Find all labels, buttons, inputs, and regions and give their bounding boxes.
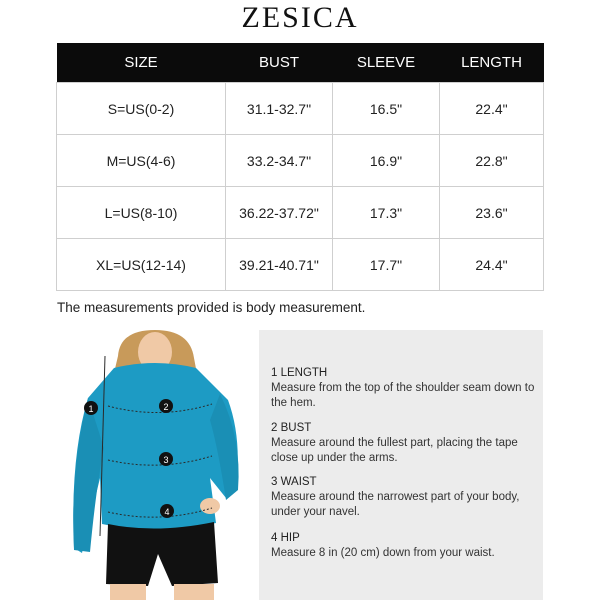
- measurement-note: The measurements provided is body measurement.: [57, 300, 366, 315]
- table-cell: 31.1-32.7": [226, 83, 333, 135]
- svg-text:1: 1: [88, 404, 94, 414]
- shorts-shape: [106, 522, 218, 586]
- table-cell: 22.4": [440, 83, 544, 135]
- marker-1: [84, 401, 98, 415]
- svg-text:4: 4: [164, 507, 170, 517]
- guide-item-waist: [271, 475, 536, 520]
- table-row: [57, 239, 544, 291]
- table-cell: L=US(8-10): [57, 187, 226, 239]
- leg-shape: [110, 584, 146, 600]
- model-illustration: [60, 328, 250, 600]
- svg-text:2: 2: [163, 402, 169, 412]
- guide-text: Measure 8 in (20 cm) down from your waist.: [271, 547, 495, 559]
- table-cell: 16.5": [333, 83, 440, 135]
- table-cell: 16.9": [333, 135, 440, 187]
- marker-4: [160, 504, 174, 518]
- marker-3: [159, 452, 173, 466]
- brand-logo: ZESICA: [241, 1, 359, 34]
- column-header: SLEEVE: [333, 43, 440, 83]
- table-row: [57, 83, 544, 135]
- table-cell: 17.7": [333, 239, 440, 291]
- marker-2: [159, 399, 173, 413]
- table-cell: 39.21-40.71": [226, 239, 333, 291]
- guide-text: Measure around the fullest part, placing the tape close up under the arms.: [271, 437, 518, 464]
- table-row: [57, 135, 544, 187]
- guide-item-hip: [271, 531, 536, 561]
- table-cell: 24.4": [440, 239, 544, 291]
- leg-shape: [174, 584, 214, 600]
- table-cell: M=US(4-6): [57, 135, 226, 187]
- table-header-row: [57, 43, 544, 83]
- size-chart-table: [56, 43, 544, 291]
- table-cell: 22.8": [440, 135, 544, 187]
- table-cell: 36.22-37.72": [226, 187, 333, 239]
- guide-title: 1 LENGTH: [271, 367, 328, 379]
- guide-item-length: [271, 366, 536, 411]
- column-header: SIZE: [57, 43, 226, 83]
- guide-text: Measure around the narrowest part of your body, under your navel.: [271, 491, 520, 518]
- svg-text:3: 3: [163, 455, 169, 465]
- measurement-guide-panel: [259, 330, 543, 600]
- guide-title: 3 WAIST: [271, 476, 317, 488]
- table-cell: 17.3": [333, 187, 440, 239]
- guide-item-bust: [271, 421, 536, 466]
- table-row: [57, 187, 544, 239]
- table-cell: 23.6": [440, 187, 544, 239]
- table-cell: 33.2-34.7": [226, 135, 333, 187]
- table-cell: XL=US(12-14): [57, 239, 226, 291]
- column-header: LENGTH: [440, 43, 544, 83]
- column-header: BUST: [226, 43, 333, 83]
- guide-title: 4 HIP: [271, 532, 300, 544]
- hand-shape: [200, 498, 220, 514]
- table-cell: S=US(0-2): [57, 83, 226, 135]
- guide-text: Measure from the top of the shoulder seam down to the hem.: [271, 382, 535, 409]
- guide-title: 2 BUST: [271, 422, 312, 434]
